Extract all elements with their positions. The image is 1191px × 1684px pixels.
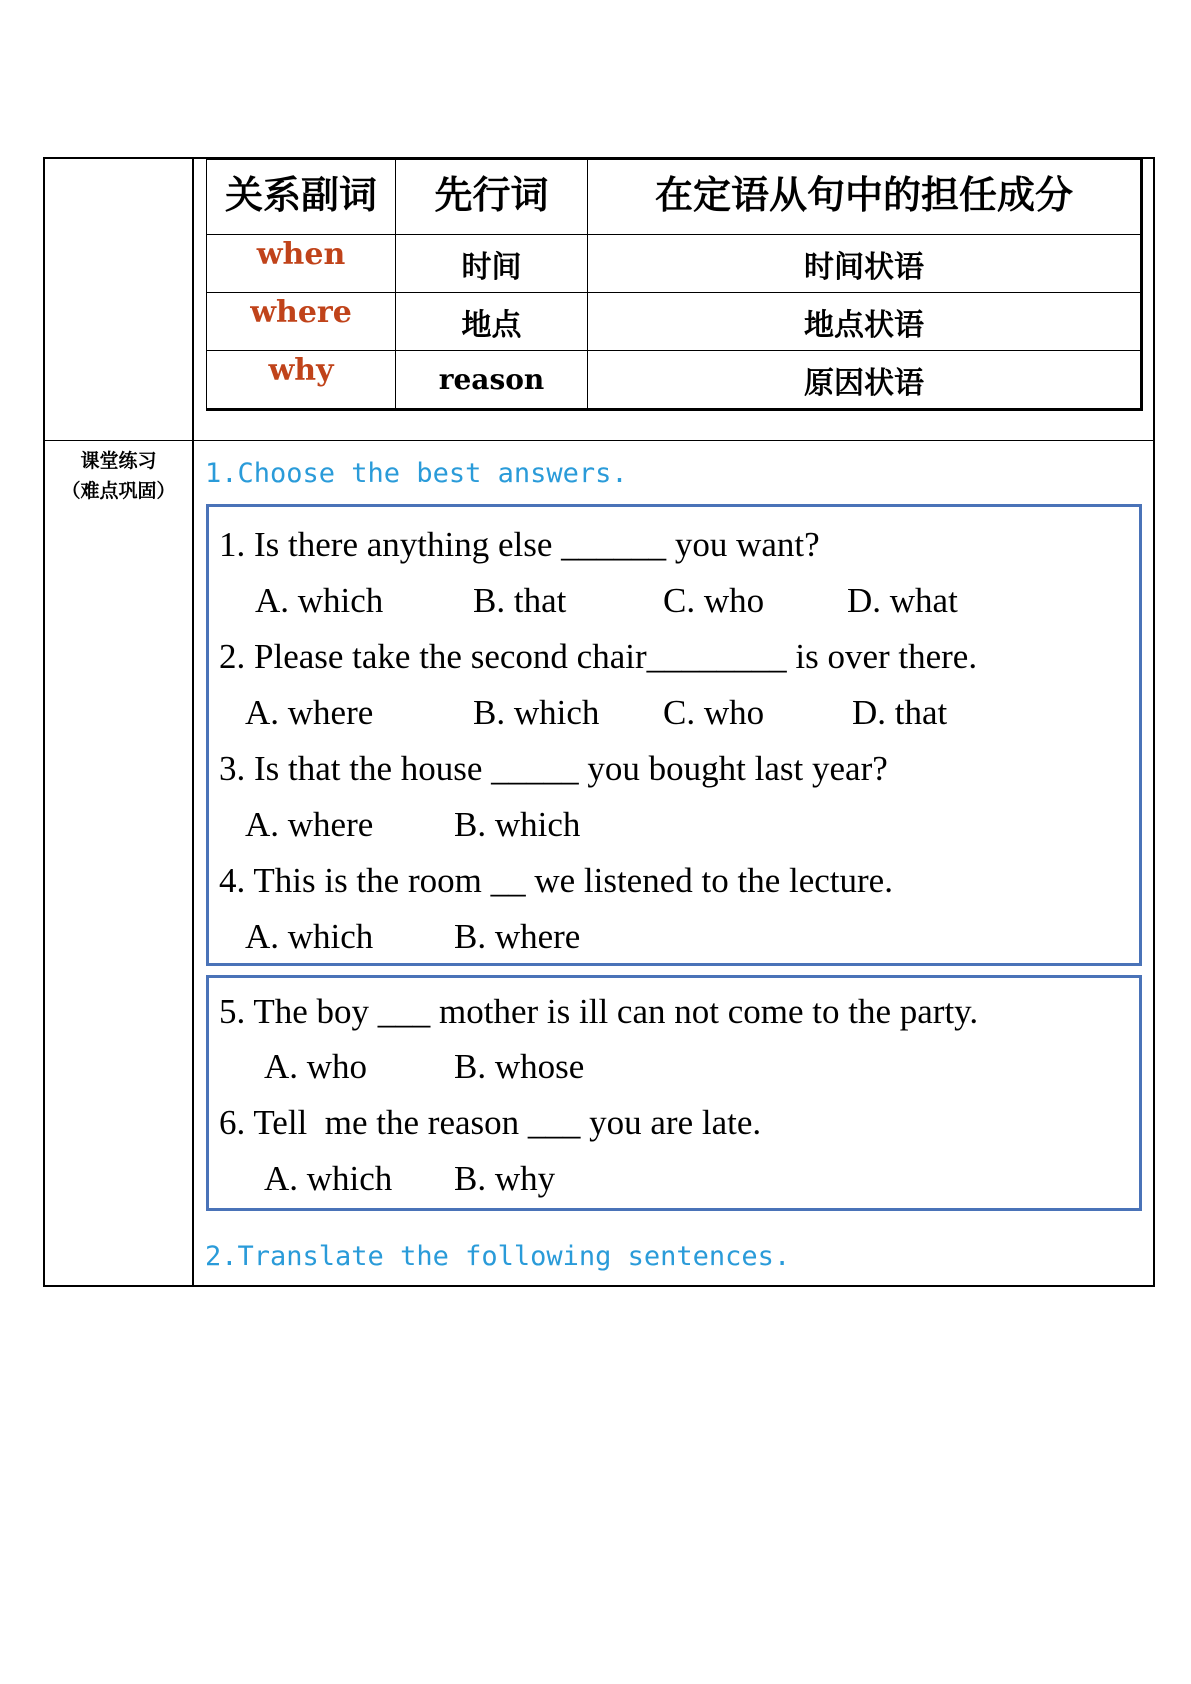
- question-stem: 4. This is the room __ we listened to the lecture.: [219, 861, 893, 900]
- adverb-cell: when: [207, 235, 396, 293]
- table-row: [207, 235, 1142, 293]
- question-stem: 5. The boy ___ mother is ill can not come to the party.: [219, 992, 979, 1031]
- column-divider: [192, 157, 194, 1287]
- section-2-heading: 2.Translate the following sentences.: [205, 1241, 791, 1272]
- question-stem: 3. Is that the house _____ you bought last year?: [219, 749, 888, 788]
- question-box-1: [206, 504, 1142, 966]
- option: B. that: [473, 581, 567, 620]
- table-row: [207, 351, 1142, 410]
- option: B. why: [454, 1159, 556, 1198]
- section-label-line-1: 课堂练习: [80, 450, 157, 472]
- section-1-heading: 1.Choose the best answers.: [205, 458, 628, 489]
- option: A. which: [245, 917, 374, 956]
- option: A. which: [264, 1159, 393, 1198]
- header-function: 在定语从句中的担任成分: [588, 160, 1142, 235]
- section-label: [45, 446, 192, 506]
- antecedent-cell: 地点: [396, 293, 588, 351]
- option: B. whose: [454, 1047, 585, 1086]
- table-header-row: [207, 160, 1142, 235]
- option: A. where: [245, 805, 374, 844]
- question-stem: 6. Tell me the reason ___ you are late.: [219, 1103, 762, 1142]
- question-box-2: [206, 975, 1142, 1211]
- row-divider: [43, 440, 1155, 441]
- header-antecedent: 先行词: [396, 160, 588, 235]
- adverb-cell: where: [207, 293, 396, 351]
- option: A. which: [255, 581, 384, 620]
- function-cell: 地点状语: [588, 293, 1142, 351]
- option: B. which: [473, 693, 600, 732]
- antecedent-cell: reason: [396, 351, 588, 410]
- relative-adverb-table: [206, 159, 1143, 411]
- table-row: [207, 293, 1142, 351]
- option: C. who: [663, 581, 765, 620]
- question-stem: 2. Please take the second chair________ is over there.: [219, 637, 978, 676]
- option: B. which: [454, 805, 581, 844]
- question-stem: 1. Is there anything else ______ you want?: [219, 525, 820, 564]
- option: C. who: [663, 693, 765, 732]
- header-relative-adverb: 关系副词: [207, 160, 396, 235]
- antecedent-cell: 时间: [396, 235, 588, 293]
- option: D. that: [852, 693, 948, 732]
- function-cell: 原因状语: [588, 351, 1142, 410]
- option: A. where: [245, 693, 374, 732]
- option: D. what: [847, 581, 958, 620]
- option: B. where: [454, 917, 581, 956]
- option: A. who: [264, 1047, 368, 1086]
- section-label-line-2: （难点巩固）: [61, 480, 176, 502]
- adverb-cell: why: [207, 351, 396, 410]
- function-cell: 时间状语: [588, 235, 1142, 293]
